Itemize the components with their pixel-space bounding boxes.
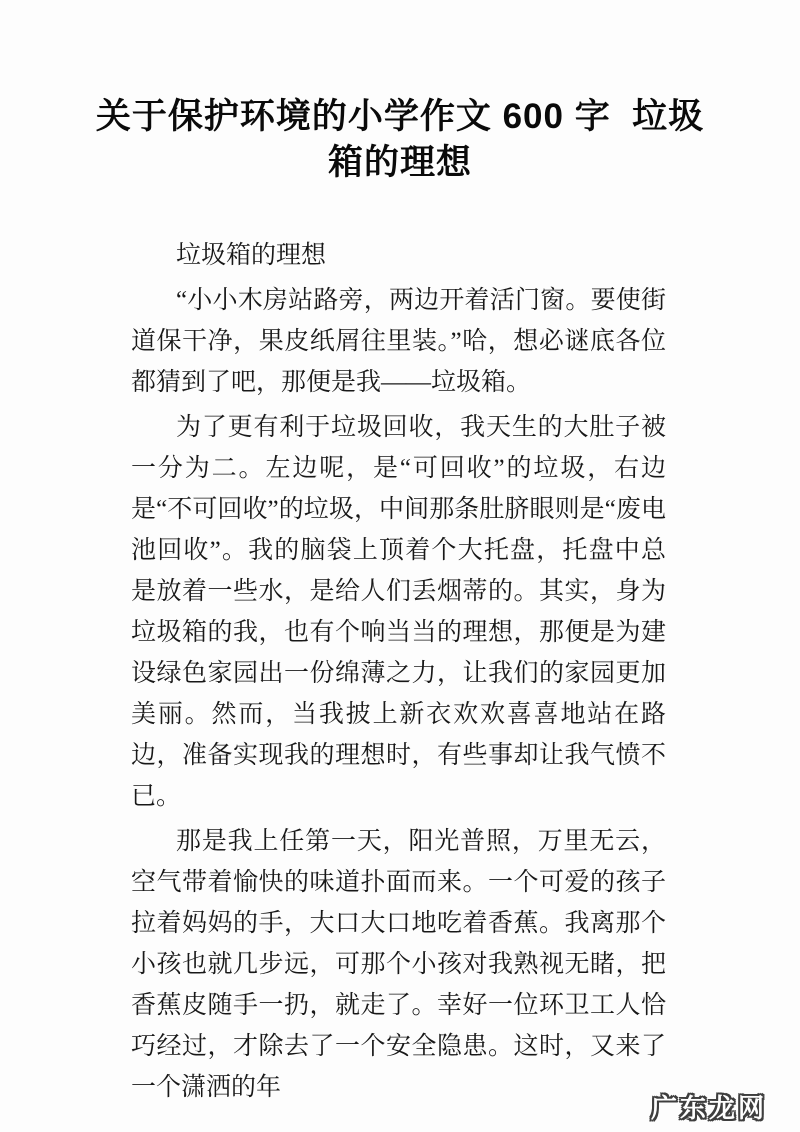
page-title-line-2: 箱的理想 [327, 143, 472, 182]
page-title [0, 94, 800, 186]
essay-paragraph-ideal: 为了更有利于垃圾回收，我天生的大肚子被一分为二。左边呢，是“可回收”的垃圾，右边是“不可回收”的垃圾，中间那条肚脐眼则是“废电池回收”。我的脑袋上顶着个大托盘，托盘中总是放着一些水，是给人们丢烟蒂的。其实，身为垃圾箱的我，也有个响当当的理想，那便是为建设绿色家园出一份绵薄之力，让我们的家园更加美丽。然而，当我披上新衣欢欢喜喜地站在路边，准备实现我的理想时，有些事却让我气愤不已。 [131, 414, 666, 810]
essay-paragraph-heading: 垃圾箱的理想 [176, 242, 327, 269]
essay-body [131, 235, 666, 1112]
essay-paragraph-riddle: “小小木房站路旁，两边开着活门窗。要使街道保干净，果皮纸屑往里装。”哈，想必谜底各位都猜到了吧，那便是我——垃圾箱。 [131, 287, 666, 396]
site-watermark: 广东龙网 [650, 1094, 767, 1124]
page-title-line-1: 关于保护环境的小学作文 600 字 垃圾 [95, 97, 705, 136]
essay-paragraph-first-day: 那是我上任第一天，阳光普照，万里无云，空气带着愉快的味道扑面而来。一个可爱的孩子拉着妈妈的手，大口大口地吃着香蕉。我离那个小孩也就几步远，可那个小孩对我熟视无睹，把香蕉皮随手一扔，就走了。幸好一位环卫工人恰巧经过，才除去了一个安全隐患。这时，又来了一个潇洒的年 [131, 828, 666, 1101]
